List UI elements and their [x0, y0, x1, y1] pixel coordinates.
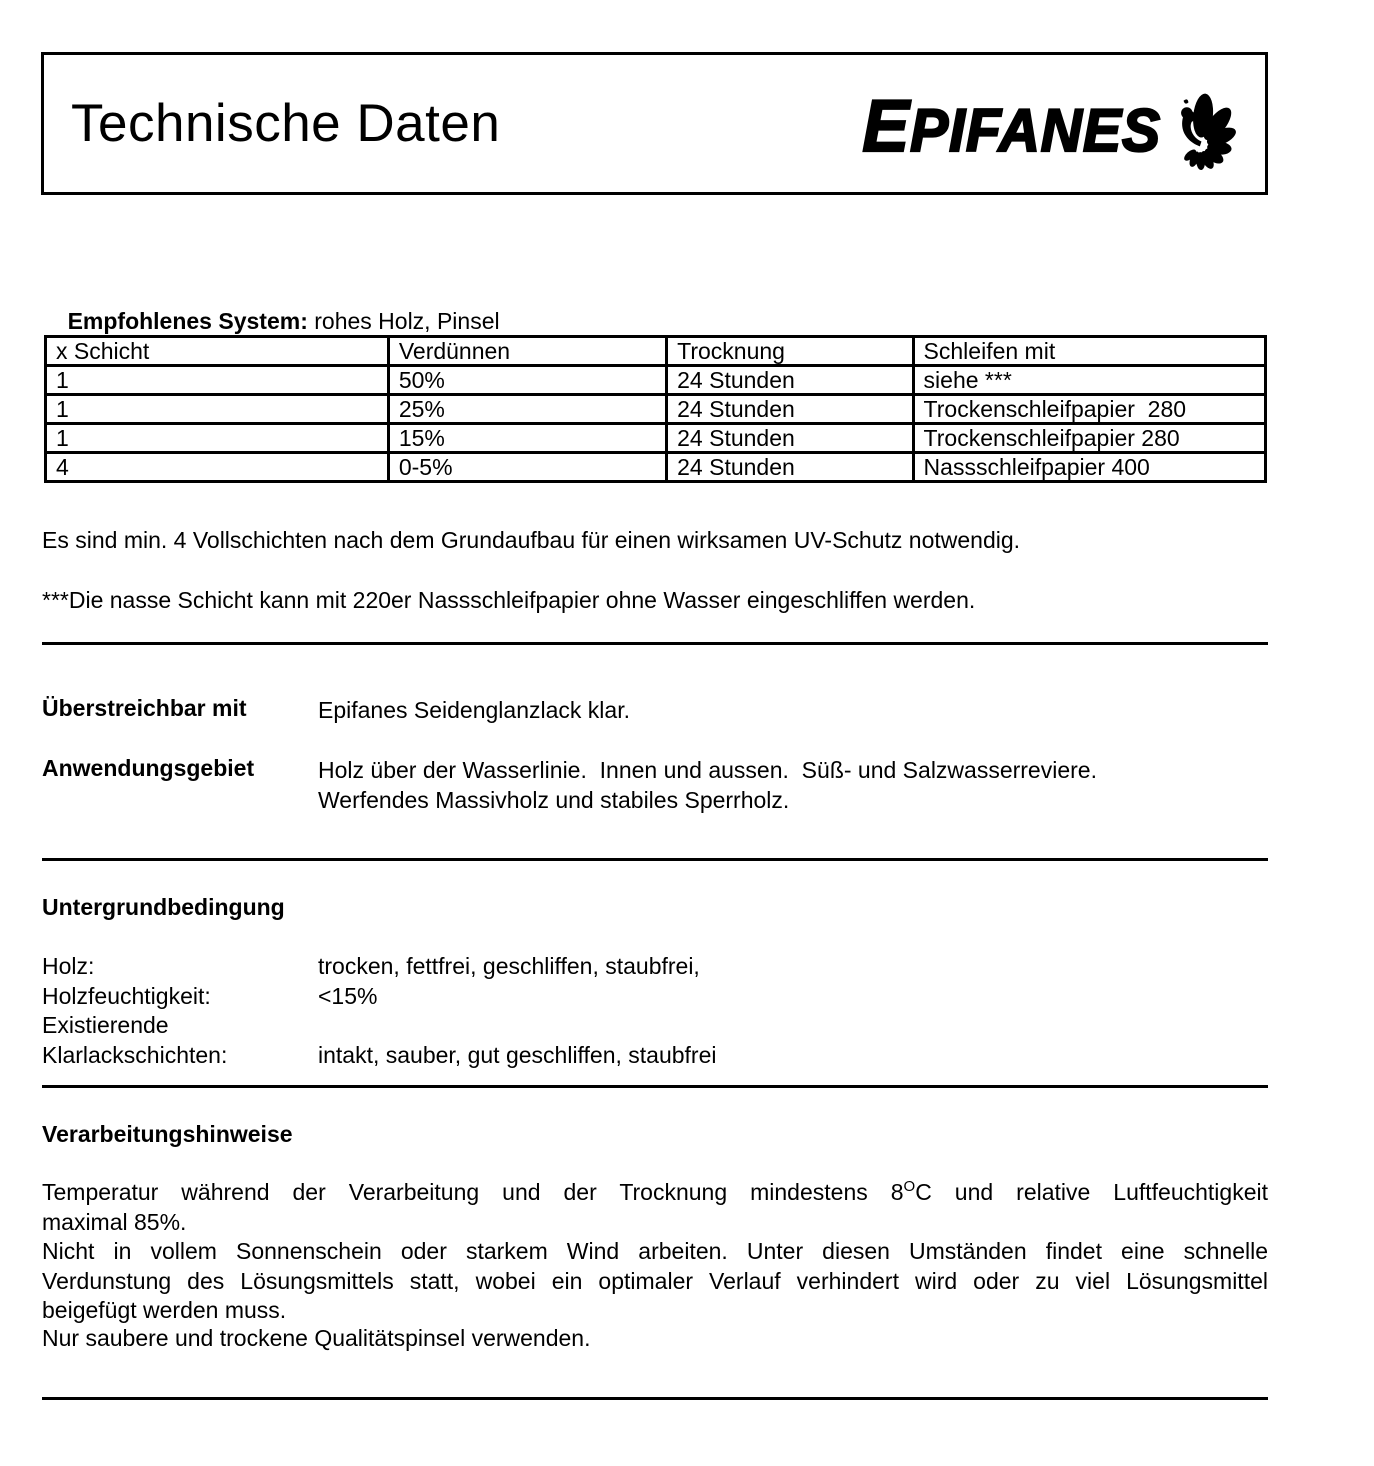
table-row — [46, 424, 1266, 453]
cell-schleifen: Trockenschleifpapier 280 — [913, 395, 1265, 424]
cell-trocknung: 24 Stunden — [667, 424, 913, 453]
degree-superscript: O — [903, 1178, 916, 1195]
substrate-row — [42, 1011, 1268, 1041]
processing-paragraph-brushes: Nur saubere und trockene Qualitätspinsel verwenden. — [42, 1325, 591, 1351]
divider-rule — [42, 642, 1268, 645]
column-header: x Schicht — [46, 337, 389, 366]
paragraph-line: maximal 85%. — [42, 1208, 187, 1235]
application-row — [42, 755, 1268, 815]
uv-note: Es sind min. 4 Vollschichten nach dem Grundaufbau für einen wirksamen UV-Schutz notwendig. — [42, 527, 1021, 553]
paragraph-line: Nicht in vollem Sonnenschein oder starkem Wind arbeiten. Unter diesen Umständen findet eine schnelle — [42, 1238, 1268, 1264]
substrate-value: trocken, fettfrei, geschliffen, staubfrei, — [318, 953, 700, 979]
column-header: Trocknung — [667, 337, 913, 366]
cell-schleifen: siehe *** — [913, 366, 1265, 395]
table-header-row — [46, 337, 1266, 366]
cell-schicht: 1 — [46, 424, 389, 453]
table-row — [46, 395, 1266, 424]
substrate-label: Holzfeuchtigkeit: — [42, 982, 211, 1009]
cell-schleifen: Nassschleifpapier 400 — [913, 453, 1265, 482]
divider-rule — [42, 1397, 1268, 1400]
divider-rule — [42, 1085, 1268, 1088]
cell-trocknung: 24 Stunden — [667, 395, 913, 424]
header-box — [41, 52, 1268, 195]
overcoat-label: Überstreichbar mit — [42, 695, 247, 721]
cell-schicht: 1 — [46, 366, 389, 395]
epifanes-logo-text: EPIFANES — [862, 85, 1161, 167]
cell-trocknung: 24 Stunden — [667, 453, 913, 482]
substrate-value: intakt, sauber, gut geschliffen, staubfrei — [318, 1041, 717, 1068]
application-line: Werfendes Massivholz und stabiles Sperrholz. — [318, 787, 790, 813]
substrate-label: Existierende — [42, 1012, 169, 1038]
coating-system-table — [44, 335, 1267, 483]
column-header: Verdünnen — [388, 337, 666, 366]
substrate-label: Holz: — [42, 953, 95, 979]
overcoat-row — [42, 695, 1268, 725]
paragraph-line — [42, 1178, 1268, 1208]
substrate-row — [42, 952, 1268, 982]
epifanes-peacock-icon — [1167, 73, 1249, 179]
application-label: Anwendungsgebiet — [42, 755, 255, 781]
cell-schicht: 4 — [46, 453, 389, 482]
overcoat-value: Epifanes Seidenglanzlack klar. — [318, 697, 630, 723]
table-row — [46, 453, 1266, 482]
recommended-system-label: Empfohlenes System: — [67, 308, 308, 334]
substrate-row — [42, 982, 1268, 1012]
cell-schleifen: Trockenschleifpapier 280 — [913, 424, 1265, 453]
cell-verduennen: 15% — [388, 424, 666, 453]
table-row — [46, 366, 1266, 395]
column-header: Schleifen mit — [913, 337, 1265, 366]
divider-rule — [42, 858, 1268, 861]
temp-text-after: C und relative Luftfeuchtigkeit — [915, 1179, 1268, 1205]
substrate-value: <15% — [318, 982, 378, 1009]
epifanes-logo — [862, 73, 1249, 179]
temp-text-before: Temperatur während der Verarbeitung und der Trocknung mindestens 8 — [42, 1179, 904, 1205]
processing-heading: Verarbeitungshinweise — [42, 1121, 293, 1147]
cell-schicht: 1 — [46, 395, 389, 424]
paragraph-line: Verdunstung des Lösungsmittels statt, wobei ein optimaler Verlauf verhindert wird oder zu viel Lösungsmittel — [42, 1267, 1268, 1294]
page-title: Technische Daten — [71, 94, 501, 153]
wet-sanding-note: ***Die nasse Schicht kann mit 220er Nassschleifpapier ohne Wasser eingeschliffen werden. — [42, 587, 976, 613]
processing-paragraph-temperature — [42, 1178, 1268, 1237]
substrate-label: Klarlackschichten: — [42, 1041, 228, 1068]
cell-verduennen: 50% — [388, 366, 666, 395]
cell-verduennen: 0-5% — [388, 453, 666, 482]
paragraph-line: beigefügt werden muss. — [42, 1297, 287, 1323]
recommended-system-value: rohes Holz, Pinsel — [314, 308, 500, 334]
substrate-row — [42, 1041, 1268, 1071]
substrate-list — [42, 952, 1268, 1070]
cell-verduennen: 25% — [388, 395, 666, 424]
substrate-heading: Untergrundbedingung — [42, 894, 285, 920]
processing-paragraph-sunshine — [42, 1237, 1268, 1326]
cell-trocknung: 24 Stunden — [667, 366, 913, 395]
application-line: Holz über der Wasserlinie. Innen und aussen. Süß- und Salzwasserreviere. — [318, 757, 1097, 783]
